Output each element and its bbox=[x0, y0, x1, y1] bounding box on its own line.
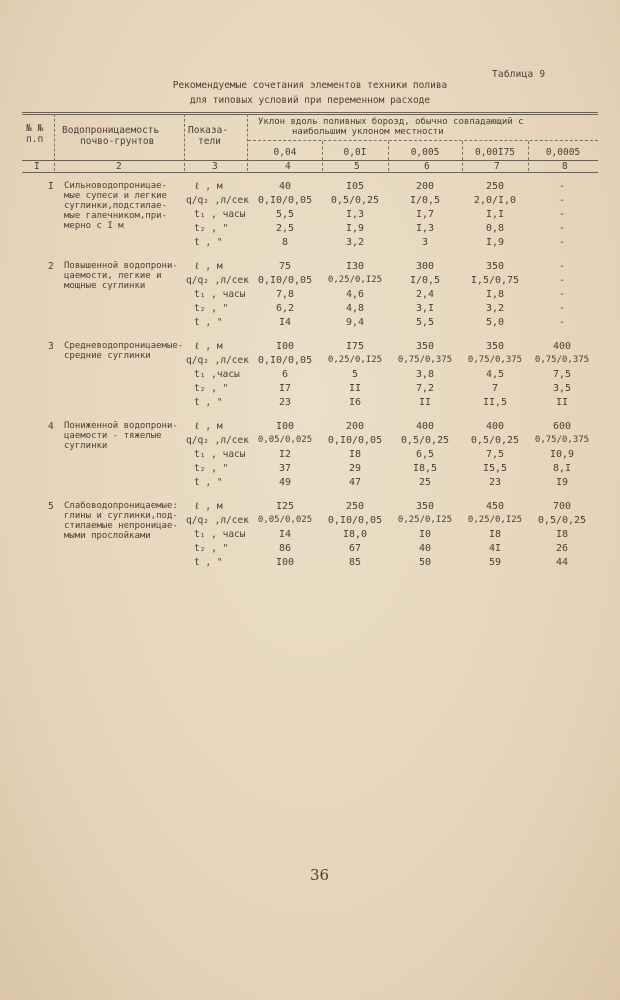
value-cell: 6,5 bbox=[415, 449, 435, 460]
value-cell: 40 bbox=[418, 543, 432, 554]
indicator: ℓ , м bbox=[194, 341, 223, 352]
slope-col-4: 0,04 bbox=[273, 147, 297, 158]
value-cell: I,7 bbox=[415, 209, 435, 220]
value-cell: 2,0/I,0 bbox=[473, 195, 517, 206]
value-cell: 350 bbox=[485, 261, 505, 272]
value-cell: I/0,5 bbox=[409, 275, 441, 286]
indicator: t₁ ,часы bbox=[194, 369, 240, 380]
col-sep-1 bbox=[54, 114, 55, 171]
value-cell: 0,I0/0,05 bbox=[257, 275, 313, 286]
value-cell: 37 bbox=[278, 463, 292, 474]
value-cell: 0,I0/0,05 bbox=[257, 355, 313, 366]
value-cell: I,9 bbox=[345, 223, 365, 234]
value-cell: 2,5 bbox=[275, 223, 295, 234]
value-cell: 700 bbox=[552, 501, 572, 512]
value-cell: I0,9 bbox=[549, 449, 575, 460]
value-cell: I/0,5 bbox=[409, 195, 441, 206]
indicator: t₂ , " bbox=[194, 463, 229, 474]
value-cell: 350 bbox=[485, 341, 505, 352]
value-cell: 0,I0/0,05 bbox=[327, 435, 383, 446]
value-cell: 400 bbox=[415, 421, 435, 432]
indicator: t₂ , " bbox=[194, 383, 229, 394]
row-soil: Пониженной водопрони- цаемости - тяжелые суглинки bbox=[64, 421, 178, 451]
value-cell: II,5 bbox=[482, 397, 508, 408]
value-cell: I,8 bbox=[485, 289, 505, 300]
value-cell: 0,05/0,025 bbox=[257, 515, 313, 525]
value-cell: 4,6 bbox=[345, 289, 365, 300]
indicator: t , " bbox=[194, 477, 223, 488]
value-cell: II bbox=[348, 383, 362, 394]
value-cell: 0,5/0,25 bbox=[330, 195, 380, 206]
colnum-1: I bbox=[34, 161, 40, 172]
value-cell: I8 bbox=[555, 529, 569, 540]
row-number: 5 bbox=[48, 501, 54, 512]
value-cell: 59 bbox=[488, 557, 502, 568]
value-cell: - bbox=[558, 181, 566, 192]
value-cell: I25 bbox=[275, 501, 295, 512]
value-cell: 7 bbox=[491, 383, 499, 394]
value-cell: I2 bbox=[278, 449, 292, 460]
header-slope: Уклон вдоль поливных борозд, обычно совпадающий с bbox=[258, 117, 524, 127]
indicator: ℓ , м bbox=[194, 501, 223, 512]
indicator: q/q₂ ,л/сек bbox=[186, 515, 249, 526]
value-cell: I,I bbox=[485, 209, 505, 220]
row-number: I bbox=[48, 181, 54, 192]
colnum-5: 5 bbox=[354, 161, 360, 172]
value-cell: 5,0 bbox=[485, 317, 505, 328]
value-cell: 44 bbox=[555, 557, 569, 568]
value-cell: 250 bbox=[485, 181, 505, 192]
value-cell: I0 bbox=[418, 529, 432, 540]
colnum-6: 6 bbox=[424, 161, 430, 172]
indicator: q/q₂ ,л/сек bbox=[186, 275, 249, 286]
value-cell: - bbox=[558, 195, 566, 206]
value-cell: 3,I bbox=[415, 303, 435, 314]
value-cell: 4,8 bbox=[345, 303, 365, 314]
value-cell: 3,2 bbox=[345, 237, 365, 248]
value-cell: 400 bbox=[552, 341, 572, 352]
table-label: Таблица 9 bbox=[492, 69, 546, 80]
value-cell: 0,I0/0,05 bbox=[327, 515, 383, 526]
value-cell: 450 bbox=[485, 501, 505, 512]
value-cell: 250 bbox=[345, 501, 365, 512]
indicator: t₁ , часы bbox=[194, 529, 246, 540]
value-cell: 2,4 bbox=[415, 289, 435, 300]
colnum-2: 2 bbox=[116, 161, 122, 172]
value-cell: 7,8 bbox=[275, 289, 295, 300]
value-cell: 67 bbox=[348, 543, 362, 554]
value-cell: 0,25/0,I25 bbox=[467, 515, 523, 525]
indicator: t , " bbox=[194, 397, 223, 408]
value-cell: I,3 bbox=[415, 223, 435, 234]
value-cell: - bbox=[558, 261, 566, 272]
indicator: q/q₂ ,л/сек bbox=[186, 435, 249, 446]
indicator: ℓ , м bbox=[194, 421, 223, 432]
value-cell: 0,5/0,25 bbox=[470, 435, 520, 446]
value-cell: I75 bbox=[345, 341, 365, 352]
value-cell: I,3 bbox=[345, 209, 365, 220]
value-cell: 0,8 bbox=[485, 223, 505, 234]
value-cell: - bbox=[558, 275, 566, 286]
row-number: 4 bbox=[48, 421, 54, 432]
value-cell: 0,5/0,25 bbox=[400, 435, 450, 446]
indicator: t₁ , часы bbox=[194, 209, 246, 220]
colnum-7: 7 bbox=[494, 161, 500, 172]
indicator: t , " bbox=[194, 557, 223, 568]
value-cell: - bbox=[558, 237, 566, 248]
value-cell: 29 bbox=[348, 463, 362, 474]
header-numbers-rule bbox=[22, 160, 598, 161]
value-cell: 3 bbox=[421, 237, 429, 248]
indicator: ℓ , м bbox=[194, 181, 223, 192]
table-title-line1: Рекомендуемые сочетания элементов техники полива bbox=[172, 80, 448, 91]
value-cell: 0,75/0,375 bbox=[397, 355, 453, 365]
value-cell: 5,5 bbox=[415, 317, 435, 328]
row-number: 3 bbox=[48, 341, 54, 352]
colnum-4: 4 bbox=[285, 161, 291, 172]
value-cell: I,5/0,75 bbox=[470, 275, 520, 286]
value-cell: I00 bbox=[275, 421, 295, 432]
header-soil-2: почво-грунтов bbox=[80, 136, 155, 147]
value-cell: 23 bbox=[488, 477, 502, 488]
header-indicators: Показа- bbox=[188, 125, 229, 136]
value-cell: 4,5 bbox=[485, 369, 505, 380]
value-cell: I05 bbox=[345, 181, 365, 192]
value-cell: 49 bbox=[278, 477, 292, 488]
row-soil: Сильноводопроницае- мые супеси и легкие суглинки,подстилае- мые галечником,при- мерно с I м bbox=[64, 181, 167, 231]
value-cell: 3,8 bbox=[415, 369, 435, 380]
header-top-rule bbox=[22, 112, 598, 113]
value-cell: II bbox=[555, 397, 569, 408]
value-cell: 8 bbox=[281, 237, 289, 248]
value-cell: 200 bbox=[345, 421, 365, 432]
header-indicators-2: тели bbox=[198, 136, 221, 147]
value-cell: 75 bbox=[278, 261, 292, 272]
value-cell: 0,75/0,375 bbox=[534, 355, 590, 365]
value-cell: 47 bbox=[348, 477, 362, 488]
value-cell: 3,2 bbox=[485, 303, 505, 314]
slope-col-8: 0,0005 bbox=[545, 147, 581, 158]
value-cell: I00 bbox=[275, 557, 295, 568]
indicator: q/q₂ ,л/сек bbox=[186, 195, 249, 206]
header-num-2: п.п bbox=[26, 134, 44, 145]
value-cell: 8,I bbox=[552, 463, 572, 474]
value-cell: 0,75/0,375 bbox=[467, 355, 523, 365]
value-cell: I8 bbox=[488, 529, 502, 540]
colnum-3: 3 bbox=[212, 161, 218, 172]
value-cell: - bbox=[558, 303, 566, 314]
value-cell: I00 bbox=[275, 341, 295, 352]
value-cell: 7,5 bbox=[552, 369, 572, 380]
value-cell: 0,5/0,25 bbox=[537, 515, 587, 526]
value-cell: 600 bbox=[552, 421, 572, 432]
value-cell: 9,4 bbox=[345, 317, 365, 328]
value-cell: I8 bbox=[348, 449, 362, 460]
header-slope-2: наибольшим уклоном местности bbox=[292, 127, 444, 137]
value-cell: 4I bbox=[488, 543, 502, 554]
indicator: q/q₂ ,л/сек bbox=[186, 355, 249, 366]
value-cell: - bbox=[558, 223, 566, 234]
col-sep-3 bbox=[247, 114, 248, 171]
header-num: № № bbox=[26, 123, 44, 134]
value-cell: 0,05/0,025 bbox=[257, 435, 313, 445]
value-cell: 0,I0/0,05 bbox=[257, 195, 313, 206]
value-cell: 6,2 bbox=[275, 303, 295, 314]
value-cell: 0,75/0,375 bbox=[534, 435, 590, 445]
indicator: t₁ , часы bbox=[194, 449, 246, 460]
indicator: t₂ , " bbox=[194, 543, 229, 554]
value-cell: I6 bbox=[348, 397, 362, 408]
value-cell: 200 bbox=[415, 181, 435, 192]
indicator: t₂ , " bbox=[194, 223, 229, 234]
slope-col-5: 0,0I bbox=[343, 147, 367, 158]
header-top-rule-2 bbox=[22, 114, 598, 115]
value-cell: I5,5 bbox=[482, 463, 508, 474]
indicator: ℓ , м bbox=[194, 261, 223, 272]
value-cell: 85 bbox=[348, 557, 362, 568]
value-cell: 7,2 bbox=[415, 383, 435, 394]
value-cell: 300 bbox=[415, 261, 435, 272]
colnum-8: 8 bbox=[562, 161, 568, 172]
value-cell: 3,5 bbox=[552, 383, 572, 394]
value-cell: 23 bbox=[278, 397, 292, 408]
indicator: t₁ , часы bbox=[194, 289, 246, 300]
value-cell: II bbox=[418, 397, 432, 408]
value-cell: I4 bbox=[278, 529, 292, 540]
value-cell: 5 bbox=[351, 369, 359, 380]
value-cell: I8,0 bbox=[342, 529, 368, 540]
value-cell: 0,25/0,I25 bbox=[327, 355, 383, 365]
value-cell: - bbox=[558, 289, 566, 300]
value-cell: 86 bbox=[278, 543, 292, 554]
header-bottom-rule bbox=[22, 172, 598, 173]
value-cell: 0,25/0,I25 bbox=[327, 275, 383, 285]
indicator: t , " bbox=[194, 317, 223, 328]
row-soil: Повышенной водопрони- цаемости, легкие и мощные суглинки bbox=[64, 261, 178, 291]
value-cell: I7 bbox=[278, 383, 292, 394]
value-cell: I8,5 bbox=[412, 463, 438, 474]
value-cell: I,9 bbox=[485, 237, 505, 248]
value-cell: 6 bbox=[281, 369, 289, 380]
value-cell: 5,5 bbox=[275, 209, 295, 220]
header-soil: Водопроницаемость bbox=[62, 125, 160, 136]
value-cell: 0,25/0,I25 bbox=[397, 515, 453, 525]
value-cell: 400 bbox=[485, 421, 505, 432]
row-number: 2 bbox=[48, 261, 54, 272]
value-cell: - bbox=[558, 317, 566, 328]
indicator: t₂ , " bbox=[194, 303, 229, 314]
value-cell: I30 bbox=[345, 261, 365, 272]
value-cell: 50 bbox=[418, 557, 432, 568]
value-cell: 7,5 bbox=[485, 449, 505, 460]
table-title-line2: для типовых условий при переменном расходе bbox=[189, 95, 431, 106]
slope-col-7: 0,00I75 bbox=[474, 147, 516, 158]
indicator: t , " bbox=[194, 237, 223, 248]
header-slope-rule bbox=[248, 140, 598, 141]
value-cell: 350 bbox=[415, 341, 435, 352]
value-cell: 25 bbox=[418, 477, 432, 488]
col-sep-2 bbox=[184, 114, 185, 171]
value-cell: 26 bbox=[555, 543, 569, 554]
value-cell: I9 bbox=[555, 477, 569, 488]
value-cell: I4 bbox=[278, 317, 292, 328]
value-cell: - bbox=[558, 209, 566, 220]
page-number: 36 bbox=[310, 866, 330, 884]
value-cell: 40 bbox=[278, 181, 292, 192]
slope-col-6: 0,005 bbox=[410, 147, 440, 158]
row-soil: Слабоводопроницаемые: глины и суглинки,под- стилаемые непроницае- мыми прослойками bbox=[64, 501, 178, 541]
value-cell: 350 bbox=[415, 501, 435, 512]
row-soil: Средневодопроницаемые- средние суглинки bbox=[64, 341, 184, 361]
